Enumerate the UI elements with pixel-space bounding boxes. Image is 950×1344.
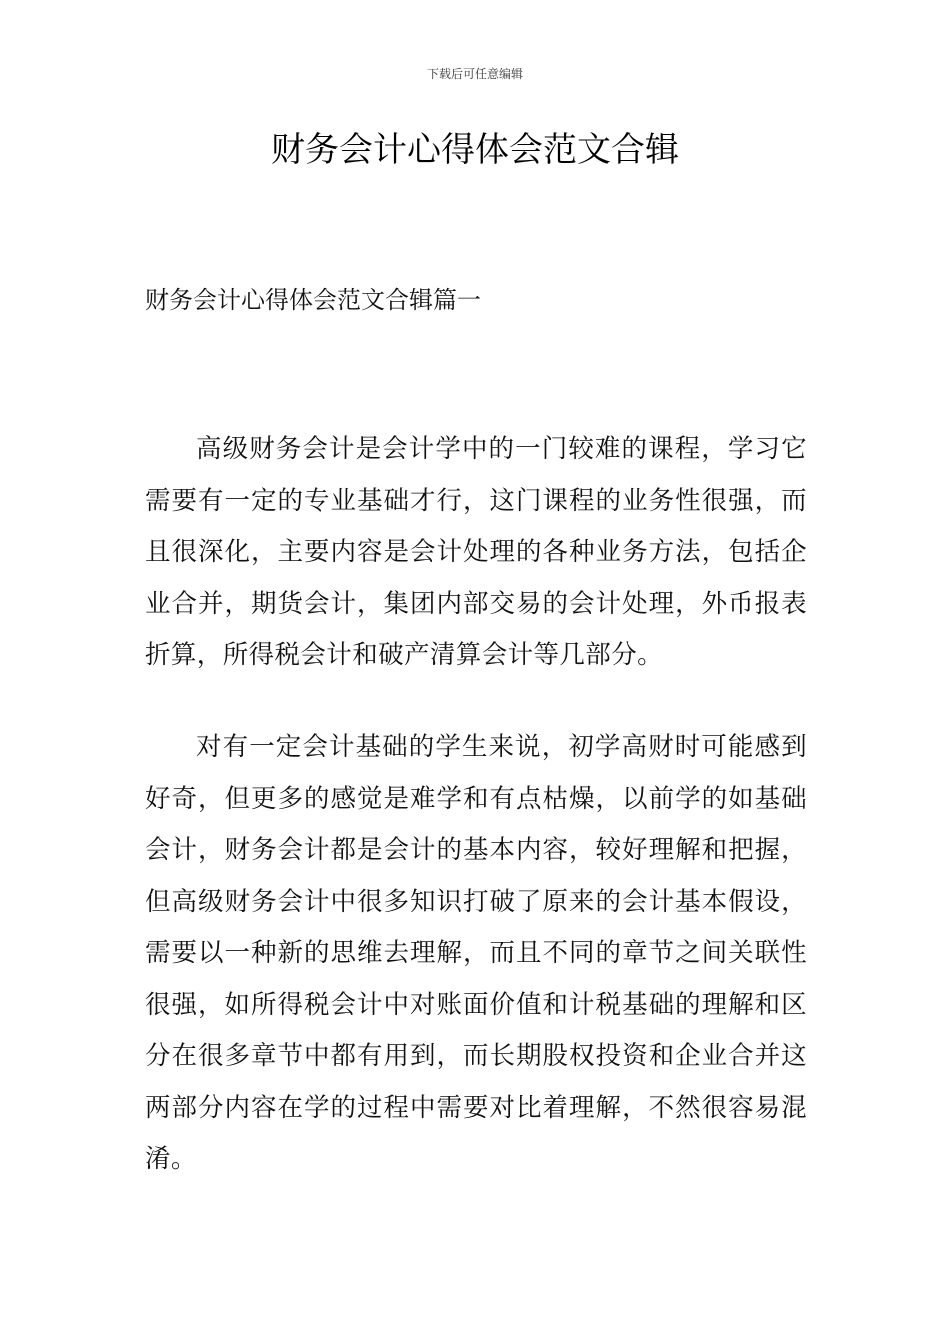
document-title: 财务会计心得体会范文合辑 xyxy=(271,130,679,170)
section-heading: 财务会计心得体会范文合辑篇一 xyxy=(145,286,481,314)
body-paragraph-1: 高级财务会计是会计学中的一门较难的课程，学习它需要有一定的专业基础才行，这门课程的业务性很强，而且很深化，主要内容是会计处理的各种业务方法，包括企业合并，期货会计，集团内部交易的会计处理，外币报表折算，所得税会计和破产清算会计等几部分。 xyxy=(145,434,807,670)
body-paragraph-2: 对有一定会计基础的学生来说，初学高财时可能感到好奇，但更多的感觉是难学和有点枯燥，以前学的如基础会计，财务会计都是会计的基本内容，较好理解和把握，但高级财务会计中很多知识打破了原来的会计基本假设，需要以一种新的思维去理解，而且不同的章节之间关联性很强，如所得税会计中对账面价值和计税基础的理解和区分在很多章节中都有用到，而长期股权投资和企业合并这两部分内容在学的过程中需要对比着理解，不然很容易混淆。 xyxy=(145,732,807,1174)
header-note: 下载后可任意编辑 xyxy=(426,67,523,81)
